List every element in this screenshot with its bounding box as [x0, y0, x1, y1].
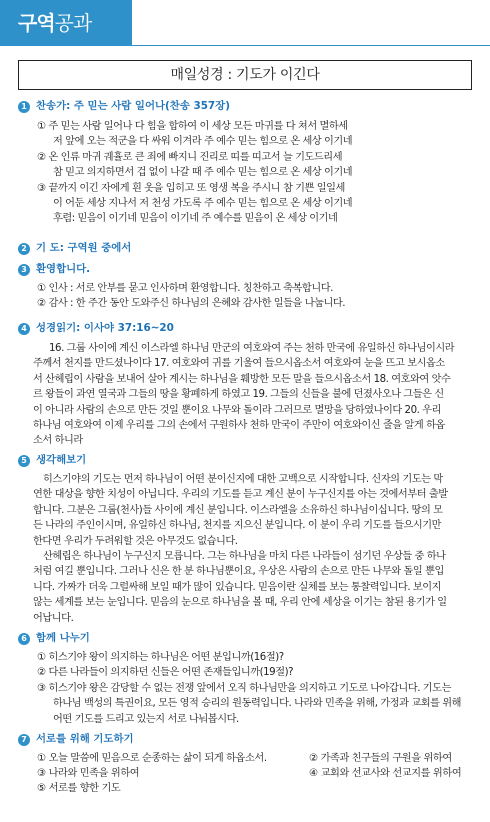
- scripture-line: 주께서 천지를 만드셨나이다 17. 여호와여 귀를 기울여 들으시옵소서 여호와여 눈을 뜨고 보시옵소: [33, 358, 445, 370]
- section-number-badge: 2: [18, 243, 30, 255]
- reflection-line: 히스기야의 기도는 먼저 하나님이 어떤 분이신지에 대한 고백으로 시작합니다. 신자의 기도는 막: [43, 474, 443, 485]
- welcome-line: ② 감사 : 한 주간 동안 도와주신 하나님의 은혜와 감사한 일들을 나눕니다.: [37, 298, 346, 310]
- hymn-line: 참 믿고 의지하면서 겁 없이 나갈 때 주 예수 믿는 힘으로 온 세상 이기네: [53, 167, 353, 179]
- scripture-line: 르 왕들이 과연 열국과 그들의 땅을 황폐하게 하였고 19. 그들의 신들을 불에 던졌사오나 그들은 신: [33, 389, 444, 401]
- section-discussion: [18, 631, 478, 727]
- hymn-refrain: 후렴: 믿음이 이기네 믿음이 이기네 주 예수를 믿음이 온 세상 이기네: [53, 213, 338, 225]
- section-number-badge: 3: [18, 264, 30, 276]
- section-hymn: [18, 99, 478, 227]
- section-title: 환영합니다.: [36, 263, 91, 276]
- section-title: 서로를 위해 기도하기: [36, 733, 134, 746]
- discussion-question: 하나님 백성의 특권이요, 모든 영적 승리의 원동력입니다. 나라와 민족을 위해, 가정과 교회를 위해: [53, 698, 462, 710]
- welcome-line: ① 인사 : 서로 안부를 묻고 인사하며 환영합니다. 칭찬하고 축복합니다.: [37, 283, 333, 294]
- section-title: 함께 나누기: [36, 632, 90, 645]
- discussion-question: ② 다른 나라들이 의지하던 신들은 어떤 존재들입니까(19절)?: [37, 667, 294, 679]
- section-number-badge: 5: [18, 455, 30, 467]
- scripture-line: 하나님 여호와여 이제 우리를 그의 손에서 구원하사 천하 만국이 주만이 여호와이신 줄을 알게 하옵: [33, 420, 445, 432]
- prayer-item: ④ 교회와 선교사와 선교지를 위하여: [309, 768, 462, 779]
- header-divider: [0, 45, 490, 46]
- header-bar: [0, 0, 490, 50]
- section-title: 생각해보기: [36, 454, 87, 467]
- prayer-item: ② 가족과 친구들의 구원을 위하여: [309, 753, 452, 764]
- header-title: [18, 10, 91, 36]
- hymn-line: ② 온 인류 마귀 궤휼로 큰 죄에 빠지니 진리로 띠를 띠고서 늘 기도드리세: [37, 151, 343, 163]
- discussion-question: ③ 히스기야 왕은 감당할 수 없는 전쟁 앞에서 오직 하나님만을 의지하고 기도로 나아갑니다. 기도는: [37, 682, 451, 694]
- discussion-question: ① 히스기야 왕이 의지하는 하나님은 어떤 분입니까(16절)?: [37, 652, 284, 663]
- prayer-item: ⑤ 서로를 향한 기도: [37, 783, 121, 794]
- section-prayer: [18, 241, 478, 257]
- section-scripture: [18, 321, 478, 449]
- reflection-line: 연한 대상을 향한 치성이 아닙니다. 우리의 기도를 듣고 계신 분이 누구신지를 아는 것에서부터 출발: [33, 489, 448, 501]
- scripture-line: 서 산헤립이 사람을 보내어 살아 계시는 하나님을 훼방한 모든 말을 들으시옵소서 18. 여호와여 앗수: [33, 373, 451, 385]
- section-number-badge: 6: [18, 633, 30, 645]
- section-title: 성경읽기: 이사야 37:16~20: [36, 322, 174, 335]
- section-intercession: [18, 732, 478, 797]
- prayer-item: ③ 나라와 민족을 위하여: [37, 768, 140, 779]
- hymn-line: 이 어둔 세상 지나서 저 천성 가도록 주 예수 믿는 힘으로 온 세상 이기네: [53, 198, 353, 210]
- prayer-list: [18, 751, 478, 797]
- reflection-line: 합니다. 그분은 그룹(천사)들 사이에 계신 분입니다. 이스라엘을 소유하신 하나님이십니다. 땅의 모: [33, 504, 443, 516]
- discussion-question: 어떤 기도를 드리고 있는지 서로 나눠봅시다.: [53, 713, 239, 725]
- scripture-line: 이 아니라 사람의 손으로 만든 것일 뿐이요 나무와 돌이라 그러므로 멸망을 당하였나이다 20. 우리: [33, 404, 441, 416]
- reflection-line: 산헤립은 하나님이 누구신지 모릅니다. 그는 하나님을 마치 다른 나라들이 섬기던 우상들 중 하나: [43, 551, 446, 563]
- scripture-line: 소서 하니라: [33, 435, 83, 447]
- reflection-line: 어납니다.: [33, 612, 74, 624]
- section-heading: [18, 321, 478, 337]
- section-number-badge: 4: [18, 323, 30, 335]
- hymn-line: ③ 끝까지 이긴 자에게 흰 옷을 입히고 또 영생 복을 주시니 참 기쁜 일일세: [37, 182, 345, 194]
- reflection-line: 처럼 여길 뿐입니다. 그러나 신은 한 분 하나님뿐이요, 우상은 사람의 손으로 만든 나무와 돌일 뿐입: [33, 566, 444, 578]
- section-welcome: [18, 262, 478, 312]
- section-heading: [18, 99, 478, 115]
- section-heading: [18, 262, 478, 278]
- header-title-rest: 공과: [54, 11, 92, 35]
- section-heading: [18, 453, 478, 469]
- page-title: 매일성경 : 기도가 이긴다: [18, 60, 472, 90]
- section-heading: [18, 241, 478, 257]
- section-title: 기 도: 구역원 중에서: [36, 242, 132, 255]
- section-heading: [18, 732, 478, 748]
- hymn-line: 저 앞에 오는 적군을 다 싸워 이겨라 주 예수 믿는 힘으로 온 세상 이기네: [53, 136, 353, 148]
- reflection-line: 않는 세계를 보는 눈입니다. 믿음의 눈으로 하나님을 볼 때, 우리 안에 세상을 이기는 참된 용기가 일: [33, 597, 447, 609]
- section-number-badge: 7: [18, 734, 30, 746]
- reflection-line: 한다면 우리가 두려워할 것은 아무것도 없습니다.: [33, 535, 238, 547]
- reflection-line: 니다. 가짜가 더욱 그럴싸해 보일 때가 많이 있습니다. 믿음이란 실체를 보는 통찰력입니다. 보이지: [33, 581, 442, 593]
- section-heading: [18, 631, 478, 647]
- scripture-line: 16. 그룹 사이에 계신 이스라엘 하나님 만군의 여호와여 주는 천하 만국에 유일하신 하나님이시라: [49, 343, 455, 354]
- prayer-item: ① 오늘 말씀에 믿음으로 순종하는 삶이 되게 하옵소서.: [37, 753, 267, 764]
- hymn-line: ① 주 믿는 사람 일어나 다 힘을 합하여 이 세상 모든 마귀를 다 쳐서 멸하세: [37, 121, 348, 132]
- section-number-badge: 1: [18, 101, 30, 113]
- section-reflection: [18, 453, 478, 626]
- header-title-bold: 구역: [18, 11, 55, 35]
- section-title: 찬송가: 주 믿는 사람 일어나(찬송 357장): [36, 100, 230, 113]
- reflection-line: 든 나라의 주인이시며, 유일하신 하나님, 천지를 지으신 분입니다. 이 분이 우리 기도를 들으시기만: [33, 520, 442, 532]
